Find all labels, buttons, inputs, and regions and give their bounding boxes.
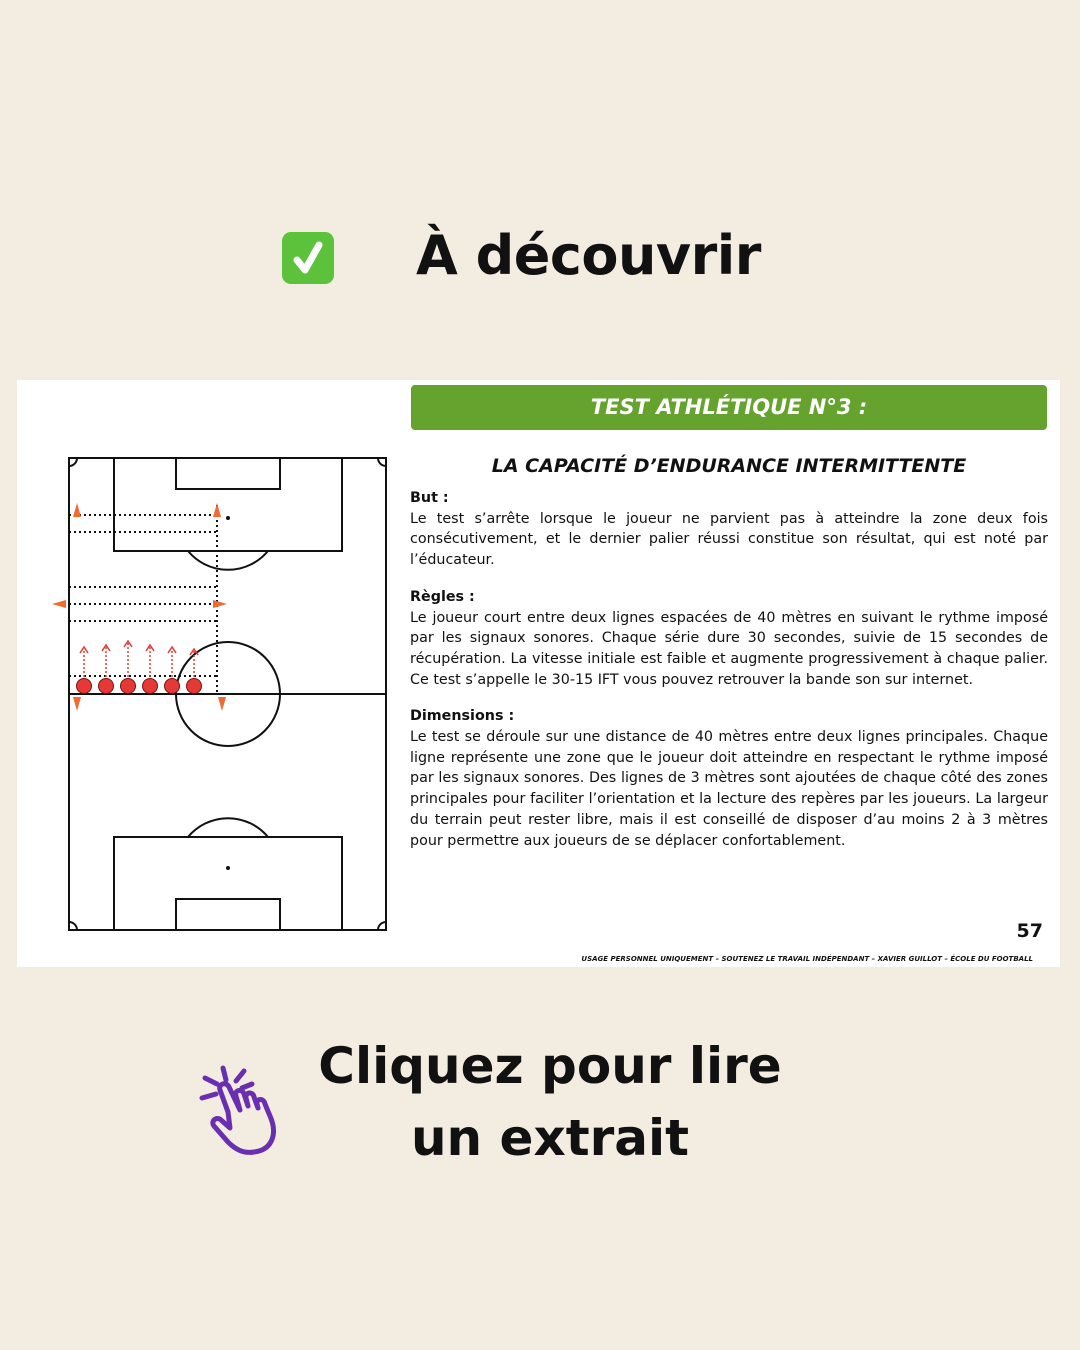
page-title: À découvrir [416,224,761,287]
exercise-banner: TEST ATHLÉTIQUE N°3 : [411,385,1047,430]
top-penalty-arc [188,551,268,570]
bottom-penalty-arc [188,818,268,837]
player-icon [187,679,202,694]
section-text-dimensions: Le test se déroule sur une distance de 40 mètres entre deux lignes principales. Chaque ligne représente une zone que le joueur doit atteindre en respectant le rythme imposé par les signaux sonores. Des lignes de 3 mètres sont ajoutées de chaque côté des zones principales pour faciliter l’orientation et la lecture des repères par les joueurs. La largeur du terrain peut rester libre, mais il est conseillé de disposer d’au moins 2 à 3 mètres pour permettre aux joueurs de se déplacer confortablement. [410,729,1048,849]
corner-arc [69,458,77,466]
penalty-spot [226,516,230,520]
bottom-goal-box [176,899,280,930]
section-heading-dimensions: Dimensions : [410,708,515,725]
corner-arc [69,922,77,930]
top-penalty-box [114,458,342,551]
header [0,222,1080,292]
section-text-goal: Le test s’arrête lorsque le joueur ne parvient pas à atteindre la zone deux fois consécutivement, et le dernier palier réussi constitue son résultat, qui est noté par l’éducateur. [410,510,1048,569]
footer-note: USAGE PERSONNEL UNIQUEMENT – SOUTENEZ LE TRAVAIL INDÉPENDANT – XAVIER GUILLOT – ÉCOLE DU FOOTBALL [581,955,1033,963]
player-icon [99,679,114,694]
tap-hand-icon[interactable] [190,1046,310,1161]
corner-arc [378,458,386,466]
exercise-description [410,488,1048,851]
cone-icon [218,697,226,711]
player-icon [165,679,180,694]
cone-icon [213,503,221,517]
player-icon [121,679,136,694]
penalty-spot [226,866,230,870]
check-mark-icon [282,232,334,284]
section-heading-rules: Règles : [410,588,475,605]
cone-icon [52,600,66,608]
section-text-rules: Le joueur court entre deux lignes espacées de 40 mètres en suivant le rythme imposé par les signaux sonores. Chaque série dure 30 secondes, suivie de 15 secondes de récupération. La vitesse initiale est faible et augmente progressivement à chaque palier. Ce test s’appelle le 30-15 IFT vous pouvez retrouver la bande son sur internet. [410,609,1048,688]
cta-link[interactable] [300,1030,800,1174]
cta-line-2: un extrait [410,1109,690,1167]
cta-line-1: Cliquez pour lire [318,1037,782,1095]
top-goal-box [176,458,280,489]
cone-icon [73,697,81,711]
corner-arc [378,922,386,930]
book-page-preview[interactable] [17,380,1060,967]
pitch-diagram [52,445,412,935]
cone-icon [73,503,81,517]
page-number: 57 [1016,920,1043,942]
cone-icon [213,600,227,608]
section-heading-goal: But : [410,490,449,506]
player-icon [143,679,158,694]
bottom-penalty-box [114,837,342,930]
exercise-subtitle: LA CAPACITÉ D’ENDURANCE INTERMITTENTE [491,455,967,477]
player-icon [77,679,92,694]
